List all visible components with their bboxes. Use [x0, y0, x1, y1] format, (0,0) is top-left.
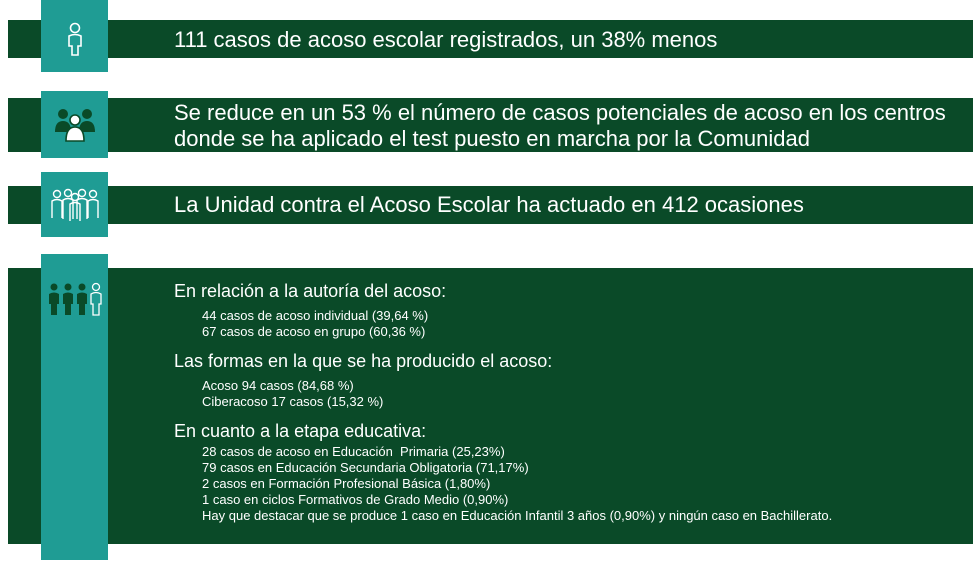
- section-items: [202, 378, 954, 410]
- row-1-icon-tile: [41, 0, 108, 72]
- list-item: 79 casos en Educación Secundaria Obligatoria (71,17%): [202, 460, 529, 475]
- section-title: Las formas en la que se ha producido el acoso:: [174, 351, 553, 371]
- row-2-icon-tile: [41, 91, 108, 158]
- section-title: En cuanto a la etapa educativa:: [174, 421, 427, 441]
- details-icon-tile: [41, 254, 108, 560]
- crowd-icon: [50, 188, 100, 222]
- list-item: 2 casos en Formación Profesional Básica (1,80%): [202, 476, 491, 491]
- list-item: Acoso 94 casos (84,68 %): [202, 378, 354, 393]
- section-items: [202, 308, 954, 340]
- list-item: Hay que destacar que se produce 1 caso en Educación Infantil 3 años (0,90%) y ningún caso en Bachillerato.: [202, 508, 833, 523]
- section-items: [202, 444, 954, 524]
- list-item: 44 casos de acoso individual (39,64 %): [202, 308, 429, 323]
- section-autoria: [174, 280, 954, 340]
- row-3-text: La Unidad contra el Acoso Escolar ha actuado en 412 ocasiones: [174, 192, 804, 217]
- group-of-three-icon: [55, 106, 95, 142]
- list-item: 1 caso en ciclos Formativos de Grado Medio (0,90%): [202, 492, 509, 507]
- person-icon: [63, 22, 87, 56]
- list-item: 67 casos de acoso en grupo (60,36 %): [202, 324, 426, 339]
- section-formas: [174, 350, 954, 410]
- row-2-text: Se reduce en un 53 % el número de casos potenciales de acoso en los centros donde se ha aplicado el test puesto en marcha por la Comunidad: [174, 100, 946, 151]
- section-etapa: [174, 420, 954, 524]
- list-item: 28 casos de acoso en Educación Primaria (25,23%): [202, 444, 505, 459]
- list-item: Ciberacoso 17 casos (15,32 %): [202, 394, 384, 409]
- section-title: En relación a la autoría del acoso:: [174, 281, 447, 301]
- row-3-icon-tile: [41, 172, 108, 237]
- four-people-icon: [47, 282, 103, 316]
- row-1-text: 111 casos de acoso escolar registrados, un 38% menos: [174, 27, 718, 52]
- details-text: [174, 280, 954, 524]
